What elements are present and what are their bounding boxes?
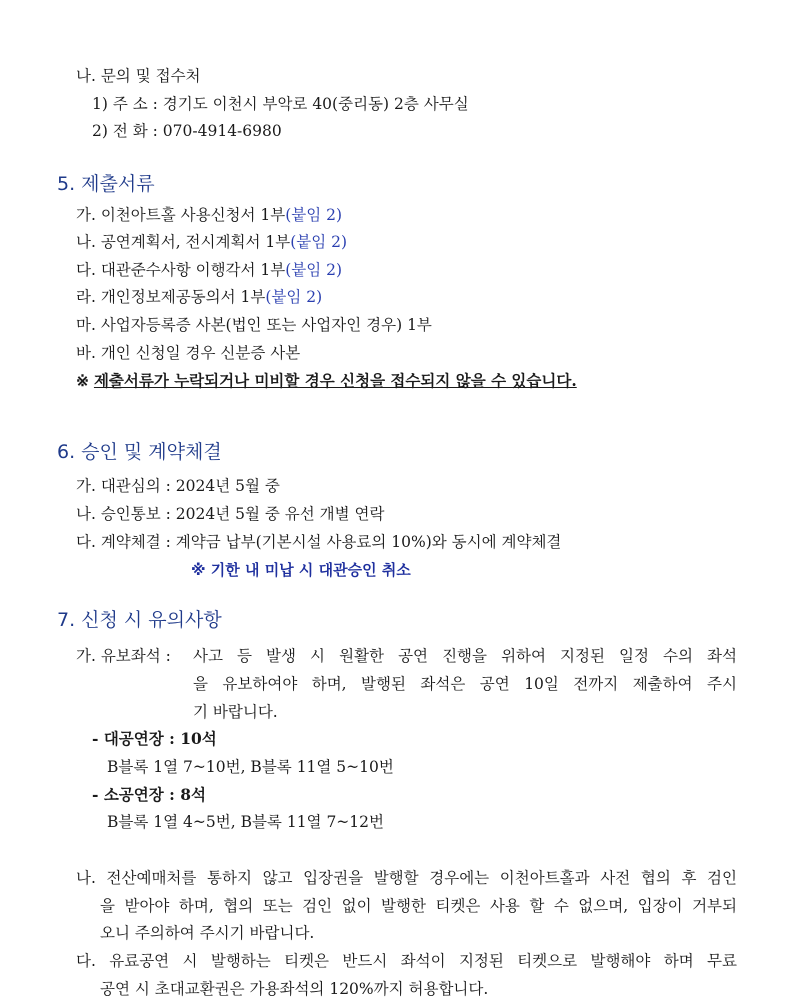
s7-ga-label: 가. 유보좌석 : [76, 647, 171, 665]
contact-heading: 나. 문의 및 접수처 [76, 67, 201, 85]
s6-note: ※ 기한 내 미납 시 대관승인 취소 [191, 561, 411, 579]
s7-da-line: 공연 시 초대교환권은 가용좌석의 120%까지 허용합니다. [100, 980, 489, 998]
hall-seats: B블록 1열 7~10번, B블록 11열 5~10번 [107, 758, 394, 776]
s7-ga-line: 을 유보하여야 하며, 발행된 좌석은 공연 10일 전까지 제출하여 주시 [193, 675, 737, 693]
s7-na-line: 나. 전산예매처를 통하지 않고 입장권을 발행할 경우에는 이천아트홀과 사전 협의 후 검인 [76, 869, 737, 887]
s5-item: 라. 개인정보제공동의서 1부(붙임 2) [76, 288, 323, 306]
section-5-title: 5. 제출서류 [57, 173, 155, 195]
s7-ga-line: 사고 등 발생 시 원활한 공연 진행을 위하여 지정된 일정 수의 좌석 [193, 647, 737, 665]
contact-phone: 2) 전 화 : 070-4914-6980 [92, 122, 282, 140]
s7-na-line: 오니 주의하여 주시기 바랍니다. [100, 924, 315, 942]
s6-item: 나. 승인통보 : 2024년 5월 중 유선 개별 연락 [76, 505, 385, 523]
hall-seats: B블록 1열 4~5번, B블록 11열 7~12번 [107, 813, 384, 831]
s5-item: 가. 이천아트홀 사용신청서 1부(붙임 2) [76, 206, 343, 224]
section-7-title: 7. 신청 시 유의사항 [57, 609, 222, 631]
section-6-title: 6. 승인 및 계약체결 [57, 441, 222, 463]
hall-name: - 대공연장 : 10석 [92, 729, 217, 748]
s5-warning: ※ 제출서류가 누락되거나 미비할 경우 신청을 접수되지 않을 수 있습니다. [76, 371, 577, 390]
s5-item: 마. 사업자등록증 사본(법인 또는 사업자인 경우) 1부 [76, 316, 432, 334]
s5-item: 다. 대관준수사항 이행각서 1부(붙임 2) [76, 261, 343, 279]
hall-name: - 소공연장 : 8석 [92, 785, 206, 804]
s7-ga-line: 기 바랍니다. [193, 703, 278, 721]
contact-address: 1) 주 소 : 경기도 이천시 부악로 40(중리동) 2층 사무실 [92, 95, 469, 113]
s5-item: 바. 개인 신청일 경우 신분증 사본 [76, 344, 301, 362]
s7-na-line: 을 받아야 하며, 협의 또는 검인 없이 발행한 티켓은 사용 할 수 없으며, 입장이 거부되 [100, 897, 737, 915]
s6-item: 가. 대관심의 : 2024년 5월 중 [76, 477, 280, 495]
s7-da-line: 다. 유료공연 시 발행하는 티켓은 반드시 좌석이 지정된 티켓으로 발행해야 하며 무료 [76, 952, 737, 970]
s6-item: 다. 계약체결 : 계약금 납부(기본시설 사용료의 10%)와 동시에 계약체결 [76, 533, 562, 551]
s5-item: 나. 공연계획서, 전시계획서 1부(붙임 2) [76, 233, 348, 251]
